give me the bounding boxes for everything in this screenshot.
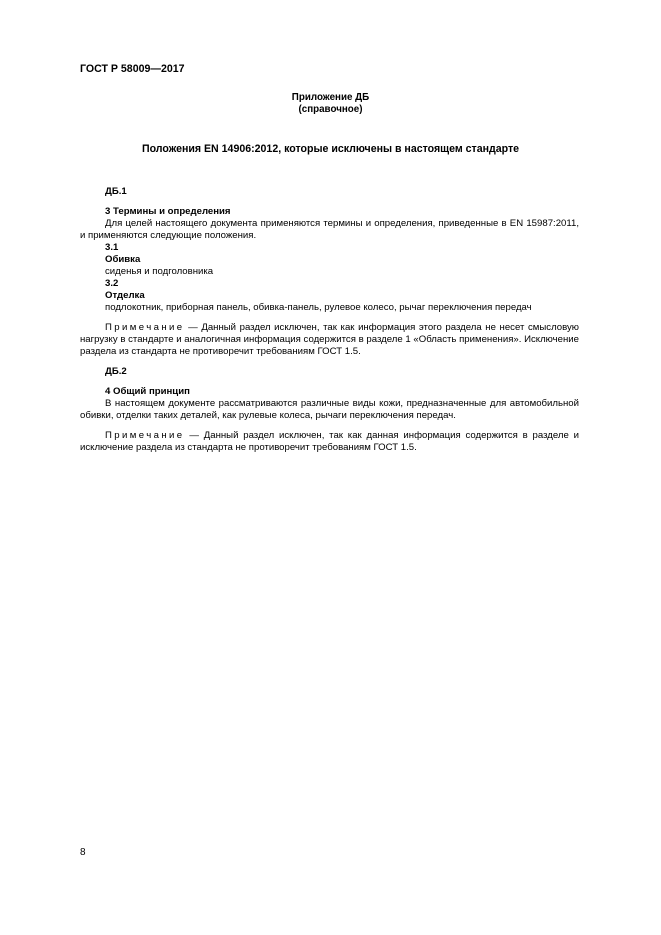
term-definition-upholstery: сиденья и подголовника	[105, 266, 214, 277]
term-name-trim: Отделка	[105, 290, 145, 301]
note-paragraph-db1	[80, 322, 579, 358]
note-text: — Данный раздел исключен, так как данная информация содержится в разделе и исключение раздела из стандарта не противоречит требованиям ГОСТ 1.5.	[80, 430, 579, 453]
document-title: Положения EN 14906:2012, которые исключены в настоящем стандарте	[141, 143, 520, 155]
section-heading-principle: 4 Общий принцип	[105, 386, 190, 397]
section-label-db2: ДБ.2	[105, 366, 127, 377]
term-number-3-1: 3.1	[105, 242, 119, 253]
content-body	[80, 186, 579, 454]
appendix-title: Приложение ДБ	[291, 92, 370, 103]
term-number-3-2: 3.2	[105, 278, 119, 289]
note-text: — Данный раздел исключен, так как информация этого раздела не несет смысловую нагрузку в стандарте и аналогичная информация содержится в разделе 1 «Область применения». Исключение раздела из стандарта не противоречит требованиям ГОСТ 1.5.	[80, 322, 579, 357]
terms-intro-paragraph: Для целей настоящего документа применяются термины и определения, приведенные в EN 15987:2011, и применяются следующие положения.	[80, 218, 579, 241]
page-number: 8	[80, 847, 86, 858]
appendix-heading	[0, 92, 661, 115]
standard-designation: ГОСТ Р 58009—2017	[80, 63, 185, 75]
note-label: Примечание	[105, 322, 185, 333]
principle-paragraph: В настоящем документе рассматриваются различные виды кожи, предназначенные для автомобильной обивки, отделки таких деталей, как рулевые колеса, рычаги переключения передач.	[80, 398, 579, 421]
note-label: Примечание	[105, 430, 185, 441]
appendix-subtitle: (справочное)	[298, 103, 363, 115]
section-label-db1: ДБ.1	[105, 186, 127, 197]
note-paragraph-db2	[80, 430, 579, 454]
section-heading-terms: 3 Термины и определения	[105, 206, 231, 217]
term-definition-trim: подлокотник, приборная панель, обивка-панель, рулевое колесо, рычаг переключения передач	[105, 302, 532, 313]
term-name-upholstery: Обивка	[105, 254, 141, 265]
